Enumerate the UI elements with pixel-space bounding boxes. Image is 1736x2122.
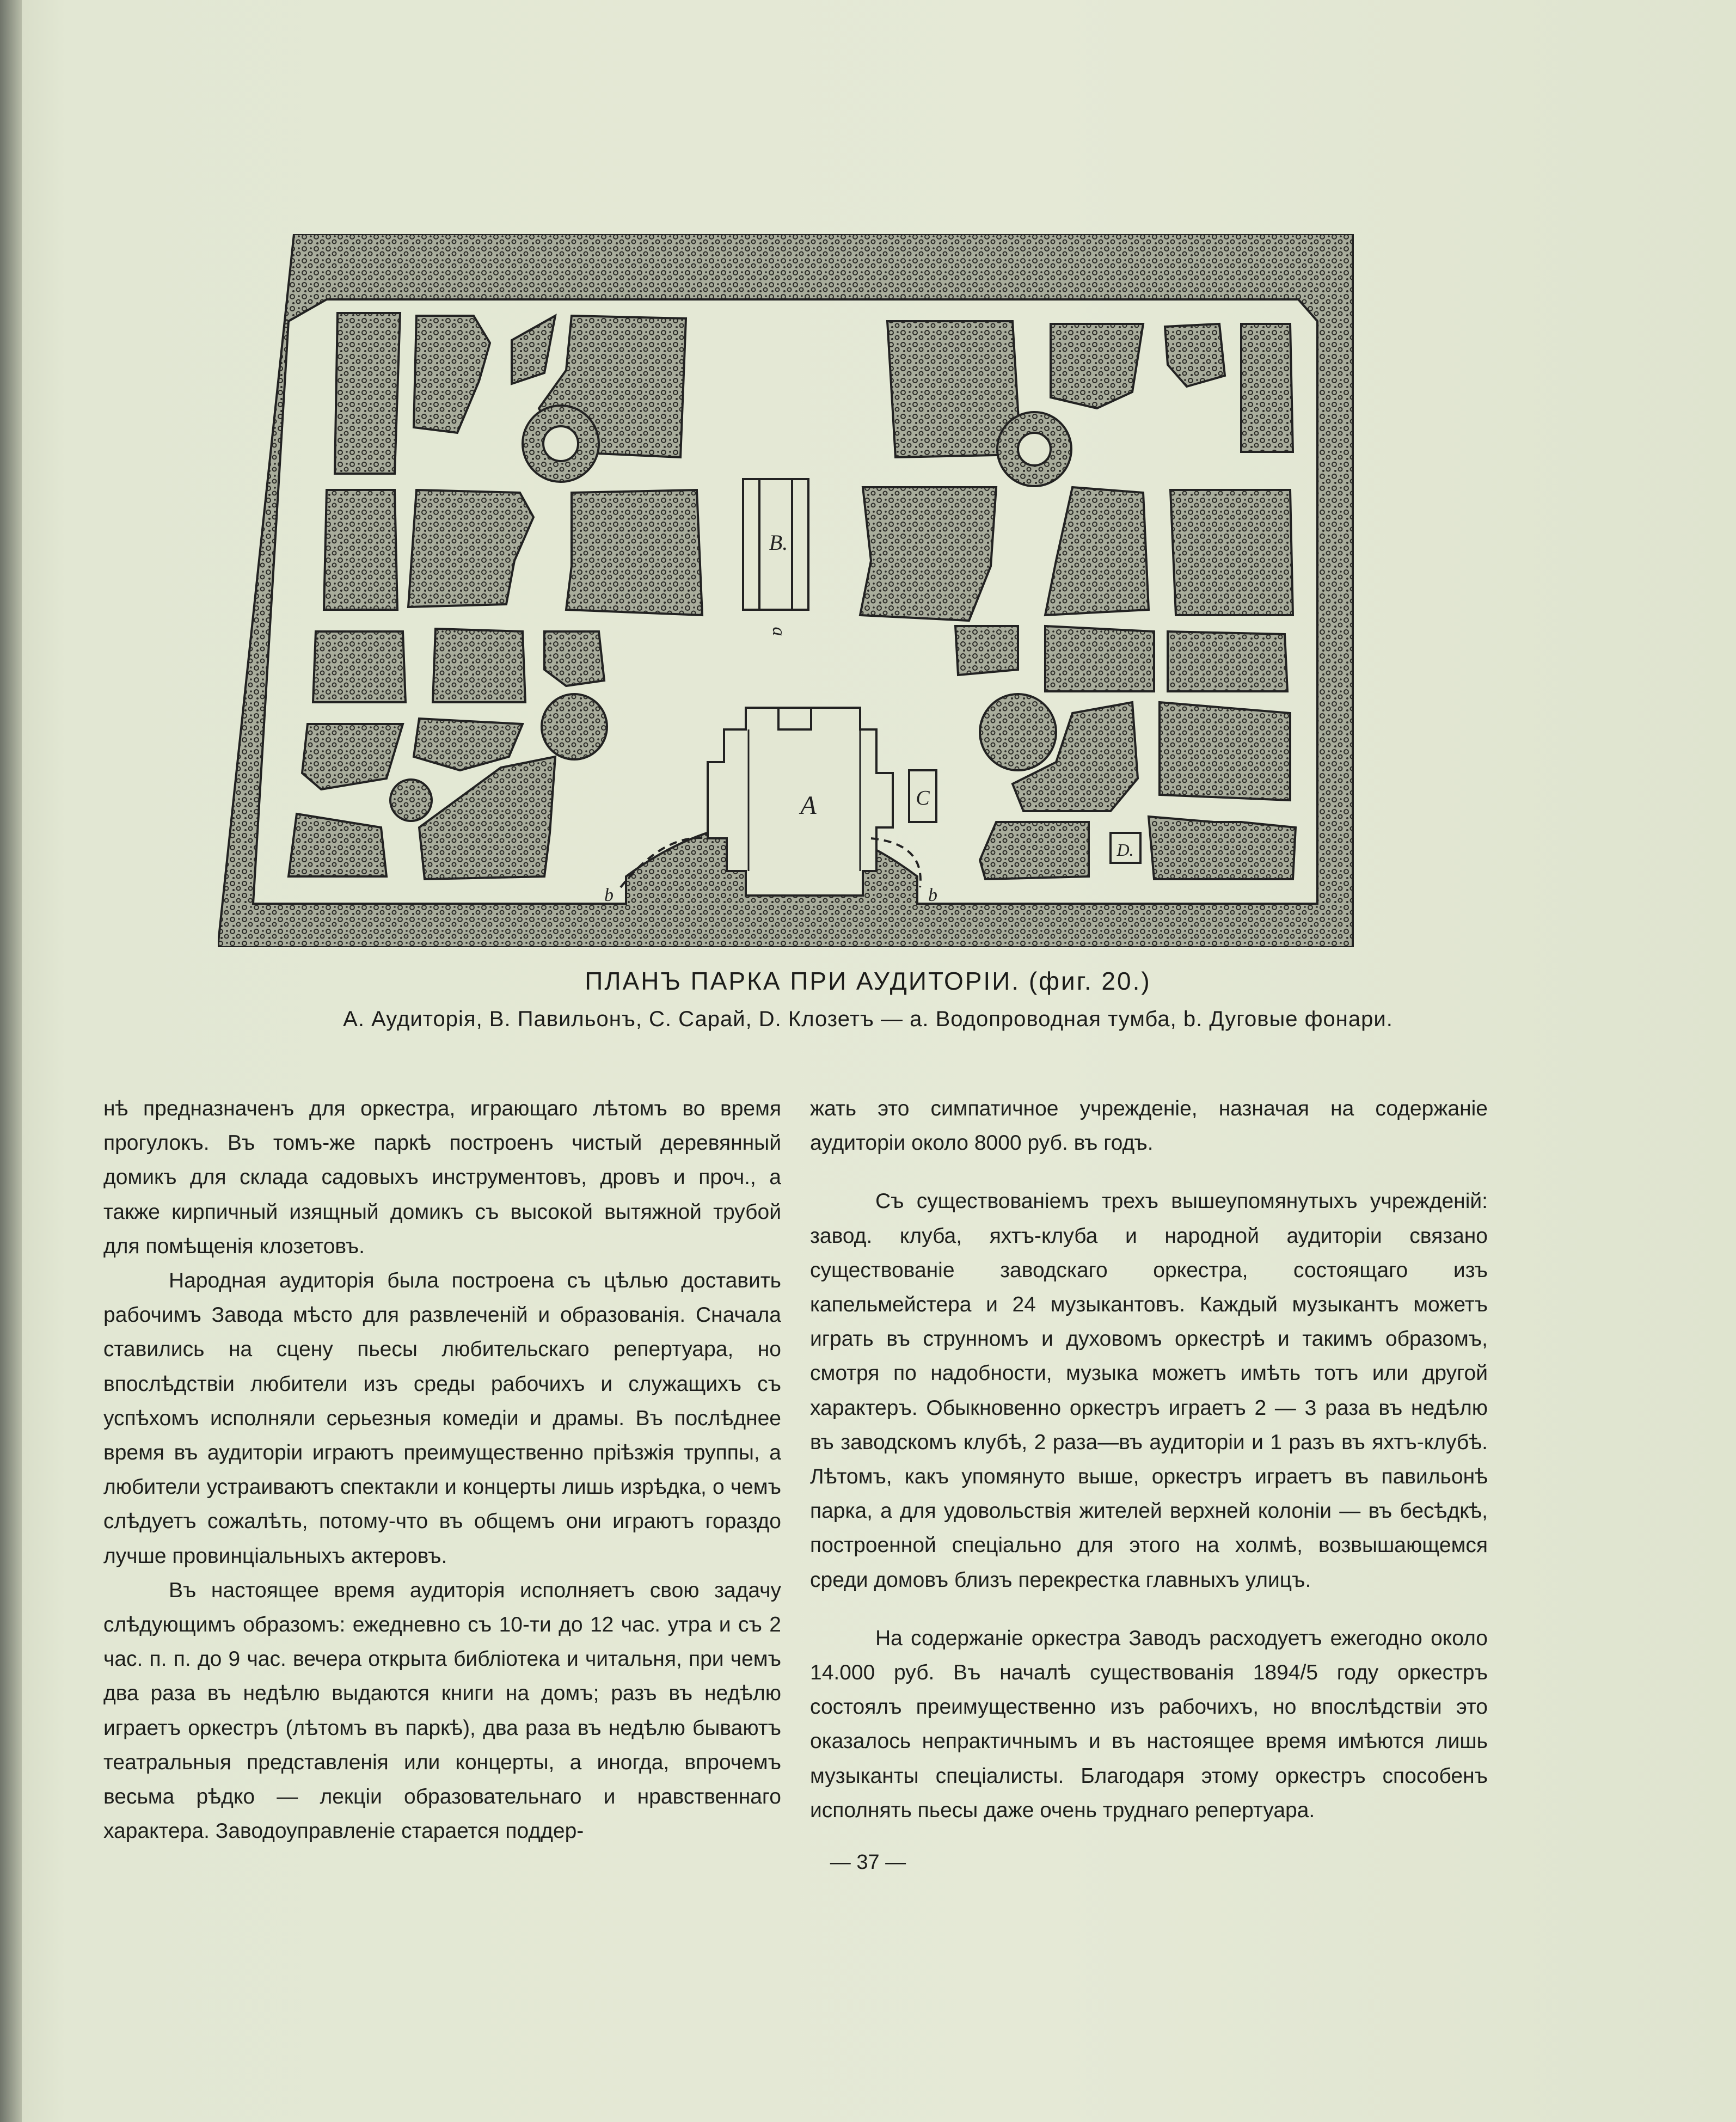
bed: [324, 490, 397, 610]
bed: [414, 719, 523, 770]
label-b: B.: [769, 530, 788, 555]
park-plan-figure: [218, 234, 1355, 947]
paragraph: Въ настоящее время аудиторія исполняетъ свою задачу слѣдующимъ образомъ: ежедневно съ 10-ти до 12 час. утра и съ 2 час. п. п. до 9 час. вечера открыта библіотека и читальня, при чемъ два раза въ недѣлю выдаются книги на домъ; разъ въ недѣлю играетъ оркестръ (лѣтомъ въ паркѣ), два раза въ недѣлю бываютъ театральныя представленія или концерты, а иногда, впрочемъ весьма рѣдко — лекціи образовательнаго и нравственнаго характера. Заводоуправленіе старается поддер-: [103, 1578, 781, 1843]
bed: [302, 724, 403, 789]
bed: [1051, 324, 1143, 408]
figure-caption-title: ПЛАНЪ ПАРКА ПРИ АУДИТОРІИ. (фиг. 20.): [585, 967, 1151, 995]
round-bed: [980, 694, 1056, 770]
label-c: C: [916, 787, 930, 809]
bed: [980, 822, 1089, 879]
bed: [860, 487, 996, 621]
bed: [335, 313, 400, 474]
right-text-column: [810, 1091, 1488, 1827]
paragraph: жать это симпатичное учрежденіе, назначая на содержаніе аудиторіи около 8000 руб. въ годъ.: [810, 1097, 1488, 1155]
bed: [1168, 631, 1287, 691]
paragraph: На содержаніе оркестра Заводъ расходуетъ ежегодно около 14.000 руб. Въ началѣ существованія 1894/5 году оркестръ состоялъ преимущественно изъ рабочихъ, но впослѣдствіи это оказалось непрактичнымъ и въ настоящее время имѣются лишь музыканты спеціалисты. Благодаря этому оркестръ способенъ исполнять пьесы даже очень труднаго репертуара.: [810, 1626, 1488, 1822]
bed: [1045, 626, 1154, 691]
bed: [566, 490, 702, 615]
bed: [512, 316, 555, 384]
bed: [955, 626, 1018, 675]
bed: [1241, 324, 1293, 452]
bed: [289, 814, 387, 876]
paragraph: Народная аудиторія была построена съ цѣлью доставить рабочимъ Завода мѣсто для развлеченій и образованія. Сначала ставились на сцену пьесы любительскаго репертуара, но впослѣдствіи любители изъ среды рабочихъ и служащихъ съ успѣхомъ исполняли серьезныя комедіи и драмы. Въ послѣднее время въ аудиторіи играютъ преимущественно пріѣзжія труппы, а любители устраиваютъ спектакли и концерты лишь изрѣдка, о чемъ слѣдуетъ сожалѣть, потому-что въ общемъ они играютъ гораздо лучше провинціальныхъ актеровъ.: [103, 1269, 781, 1568]
paragraph: нѣ предназначенъ для оркестра, играющаго лѣтомъ во время прогулокъ. Въ томъ-же паркѣ построенъ чистый деревянный домикъ для склада садовыхъ инструментовъ, дровъ и проч., а также кирпичный изящный домикъ съ высокой вытяжной трубой для помѣщенія клозетовъ.: [103, 1097, 781, 1258]
bed: [408, 490, 533, 607]
bed: [313, 631, 406, 702]
park-plan-drawing: [218, 234, 1355, 947]
figure-caption-legend: А. Аудиторія, В. Павильонъ, С. Сарай, D. Клозетъ — a. Водопроводная тумба, b. Дуговые фонари.: [343, 1007, 1393, 1031]
bed: [419, 757, 555, 879]
book-spine-shadow: [0, 0, 22, 2122]
bed: [1045, 487, 1149, 615]
bed: [1170, 490, 1293, 615]
page-number: — 37 —: [830, 1851, 906, 1874]
bed: [544, 631, 604, 686]
paragraph: Съ существованіемъ трехъ вышеупомянутыхъ учрежденій: завод. клуба, яхтъ-клуба и народной аудиторіи связано существованіе заводскаго оркестра, состоящаго изъ капельмейстера и 24 музыкантовъ. Каждый музыкантъ можетъ играть въ струнномъ и духовомъ оркестрѣ и такимъ образомъ, смотря по надобности, музыка можетъ имѣть тотъ или другой характеръ. Обыкновенно оркестръ играетъ 2 — 3 раза въ недѣлю въ заводскомъ клубѣ, 2 раза—въ аудиторіи и 1 разъ въ яхтъ-клубѣ. Лѣтомъ, какъ упомянуто выше, оркестръ играетъ въ павильонѣ парка, а для удовольствія жителей верхней колоніи — въ бесѣдкѣ, построенной спеціально для этого на холмѣ, возвышающемся среди домовъ близъ перекрестка главныхъ улицъ.: [810, 1189, 1488, 1592]
bed: [1149, 817, 1296, 879]
label-d: D.: [1117, 840, 1134, 860]
left-text-column: [103, 1091, 781, 1848]
label-a: a: [769, 627, 789, 636]
bed: [1160, 702, 1290, 800]
label-b-left: b: [604, 885, 614, 905]
bed: [433, 629, 525, 702]
bed: [414, 316, 490, 433]
bed: [1165, 324, 1225, 387]
round-bed: [390, 780, 432, 821]
label-a-auditorium: A: [800, 791, 817, 820]
label-b-right: b: [928, 885, 937, 905]
round-bed: [542, 694, 607, 759]
